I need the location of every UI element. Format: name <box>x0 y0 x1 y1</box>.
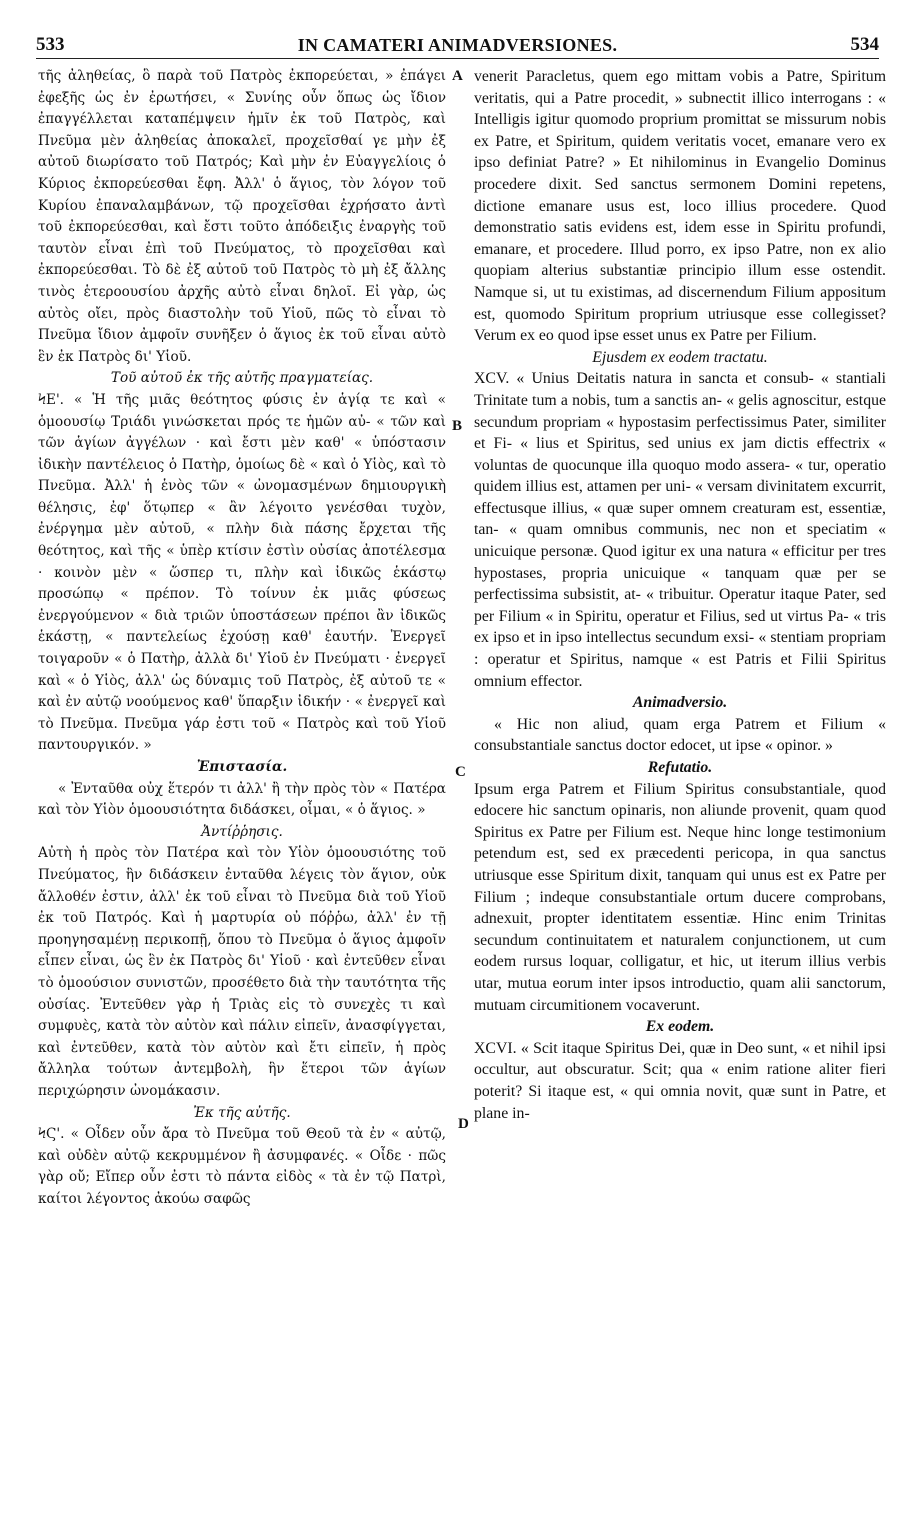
latin-heading-1: Ejusdem ex eodem tractatu. <box>592 348 768 366</box>
page-number-left: 533 <box>36 34 65 55</box>
greek-paragraph-4: Αὐτὴ ἡ πρὸς τὸν Πατέρα καὶ τὸν Υἱὸν ὁμοουσιότης τοῦ Πνεύματος, ἣν διδάσκειν ἐνταῦθα λέγεις τὸν ἅγιον, οὐκ ἄλλοθέν ἐστιν, ἀλλ' ἐκ τοῦ εἶναι τὸ Πνεῦμα διὰ τοῦ Υἱοῦ ἐκ τοῦ Πατρός. Καὶ ἡ μαρτυρία οὐ πόῤῥω, ἀλλ' ἐν τῇ προηγησαμένῃ περικοπῇ, ὅπου τὸ Πνεῦμα ὁ ἅγιος ἀμφοῖν εἶπεν εἶναι, ὡς ἓν ἐκ Πατρὸς δι' Υἱοῦ · καὶ ἐντεῦθεν εἶναι τὸ ὁμοούσιον συνιστῶν, προσέθετο διὰ τὴν ταυτότητα τῆς οὐσίας. Ἐντεῦθεν γὰρ ἡ Τριὰς εἰς τὸ συνεχὲς τι καὶ συμφυὲς, κατὰ τὸν αὐτὸν καὶ πάλιν εἰπεῖν, ἀνασφίγγεται, καὶ ἐντεῦθεν, κατὰ τὸν αὐτὸν καὶ ἔτι εἰπεῖν, ἡ πρὸς ἄλληλα τούτων ἀντεμβολὴ, ἣν ἕτεροι τῶν ἁγίων περιχώρησιν ὠνομάκασιν. <box>38 845 446 1099</box>
greek-paragraph-1: τῆς ἀληθείας, ὃ παρὰ τοῦ Πατρὸς ἐκπορεύεται, » ἐπάγει ἐφεξῆς ὡς ἐν ἐρωτήσει, « Συνίης οὖν ὅπως ὡς ἴδιον ἐπαγγέλλεται καταπέμψειν ἡμῖν ἐκ τοῦ Πατρὸς, καὶ Πνεῦμα μὲν ἀληθείας ἀποκαλεῖ, προχεῖσθαί γε μὴν ἐξ αὐτοῦ διωρίσατο τοῦ Πατρός; Καὶ μὴν ἐν Εὐαγγελίοις ὁ Κύριος ἐκπορεύεσθαι ἔφη. Ἀλλ' ὁ ἅγιος, τὸν λόγον τοῦ Κυρίου ἐπαναλαμβάνων, τῷ προχεῖσθαι ἐχρήσατο ἀντὶ τοῦ ἐκπορεύεσθαι, καὶ ἔστι τοῦτο ἀπόδειξις ἐναργὴς τοῦ ταυτὸν εἶναι ἐπὶ τοῦ Πνεύματος, τὸ προχεῖσθαι καὶ ἐκπορεύεσθαι. Τὸ δὲ ἐξ αὐτοῦ τοῦ Πατρὸς τὸ μὴ ἐξ ἄλλης τινὸς ἑτεροουσίου ἀρχῆς αὐτὸ εἶναι δηλοῖ. Εἰ γὰρ, ὡς αὐτὸς οἴει, πρὸς διαστολὴν τοῦ Υἱοῦ, πῶς τὸ εἶναι τὸ Πνεῦμα ἴδιον ἀμφοῖν συνῆξεν ὁ ἅγιος ἐκ τοῦ εἶναι αὐτὸ ἓν ἐκ Πατρὸς δι' Υἱοῦ. <box>38 68 446 365</box>
page-number-right: 534 <box>850 34 879 55</box>
latin-paragraph-5: XCVI. « Scit itaque Spiritus Dei, quæ in Deo sunt, « et nihil ipsi occultur, aut obscuratur. Scit; qua « enim ratione aliter fieri poterit? Si itaque est, « qui omnia novit, quæ sunt in Patre, et plane in- <box>474 1039 886 1122</box>
margin-marker-a: A <box>452 68 463 84</box>
latin-paragraph-1: venerit Paracletus, quem ego mittam vobis a Patre, Spiritum veritatis, qui a Patre procedit, » subnectit illico interrogans : « Intelligis igitur quomodo proprium promittat se missurum nobis ex Patre, et Spiritum, quidem veritatis vocet, emanare vero ex ipso definiat Patre? » Et nihilominus in Evangelio Dominus procedere dixit. Sed sanctus sermonem Domini repetens, dictione emanare usus est, loco illius procedere. Quod demonstratio satis evidens est, idem esse in Spiritu profundi, emanare, et procedere. Illud porro, ex ipso Patre, non ex alio quopiam alterius substantiæ principio illum esse ostendit. Namque si, ut tu existimas, ad discernendum Filium appositum est, quomodo Spiritum proprium utriusque esse collegisset? Verum ex eo quod ipse esset unus ex Patre per Filium. <box>474 68 886 345</box>
margin-marker-b: B <box>452 418 463 434</box>
latin-paragraph-4: Ipsum erga Patrem et Filium Spiritus consubstantiale, quod edocere hic sanctum opinaris, non aliunde provenit, quam quod Spiritus ex Patre per Filium est. Neque hinc longe testimonium petendum est, sed ex præcedenti pericopa, in qua sanctus utriusque esse Spiritum dixit, tanquam qui unus est ex Patre per Filium ; indeque consubstantiale ortum ducere comprobans, adnexuit, propter identitatem essentiæ. Hinc enim Trinitas secundum continuitatem et naturalem conjunctionem, ut cum eodem rursus loquar, colligatur, et hic, ut iterum illius verbis utar, mutua eorum inter ipsos introductio, quam alii sanctorum, mutuam circumitionem vocaverunt. <box>474 780 886 1014</box>
latin-heading-4: Ex eodem. <box>645 1018 715 1036</box>
greek-paragraph-5: ϞϚ'. « Οἶδεν οὖν ἄρα τὸ Πνεῦμα τοῦ Θεοῦ τὰ ἐν « αὐτῷ, καὶ οὐδὲν αὐτῷ κεκρυμμένον ἢ ἀσυμφανές. « Οἶδε · πῶς γὰρ οὔ; Εἴπερ οὖν ἐστι τὸ πάντα εἰδὸς « τὰ ἐν τῷ Πατρὶ, καίτοι λέγοντος ἀκούω σαφῶς <box>38 1126 446 1207</box>
latin-paragraph-2: XCV. « Unius Deitatis natura in sancta et consub- « stantiali Trinitate tum a nobis, tum a sanctis an- « gelis agnoscitur, estque secundum propriam « hypostasim perfectissimus Pater, similiter et Fi- « lius et Spiritus, sed unius ex jam dictis effectrix « voluntas de quocunque illa quoquo modo assera- « tur, operatio quidem illius est, attamen per uni- « versam divinitatem excurrit, effectusque illius, « quæ super omnem creaturam est, essentiæ, tan- « quam omnibus communis, nec non et speciatim « unicuique personæ. Quod igitur ex una natura « efficitur per tres hypostases, propria unicuique « tanquam quæ per se perfectissima subsistit, at- « tribuitur. Operatur itaque Pater, sed per Filium « in Spiritu, operatur et Filius, sed ut virtus Pa- « tris ex ipso et in ipso intellectus secundum exsi- « stentiam propriam : operatur et Spiritus, namque « est Patris et Filii Spiritus omnium effector. <box>474 370 886 690</box>
margin-marker-c: C <box>455 764 466 780</box>
greek-paragraph-3: « Ἐνταῦθα οὐχ ἕτερόν τι ἀλλ' ἢ τὴν πρὸς τὸν « Πατέρα καὶ τὸν Υἱὸν ὁμοουσιότητα διδάσκει, οἶμαι, « ὁ ἅγιος. » <box>38 780 446 819</box>
page-header <box>36 34 879 59</box>
greek-heading-1: Τοῦ αὐτοῦ ἐκ τῆς αὐτῆς πραγματείας. <box>110 370 374 387</box>
latin-heading-3: Refutatio. <box>647 759 713 776</box>
greek-heading-4: Ἐκ τῆς αὐτῆς. <box>193 1104 291 1121</box>
latin-heading-2: Animadversio. <box>632 694 728 712</box>
greek-column <box>38 66 446 1532</box>
margin-marker-d: D <box>458 1116 469 1132</box>
greek-heading-3: Ἀντίῤῥησις. <box>201 823 283 840</box>
latin-column <box>474 66 886 1532</box>
greek-heading-2: Ἐπιστασία. <box>196 759 288 775</box>
greek-paragraph-2: ϞΕ'. « Ἡ τῆς μιᾶς θεότητος φύσις ἐν ἁγίᾳ τε καὶ « ὁμοουσίῳ Τριάδι γινώσκεται πρός τε ἡμῶν αὐ- « τῶν καὶ τῶν ἁγίων ἀγγέλων · καὶ ἔστι μὲν καθ' « ὑπόστασιν ἰδικὴν παντέλειος ὁ Πατὴρ, ὁμοίως δὲ « καὶ ὁ Υἱὸς, καὶ τὸ Πνεῦμα. Ἀλλ' ἡ ἑνὸς τῶν « ὠνομασμένων δημιουργικὴ θέλησις, ἐφ' ὅτῳπερ « ἂν λέγοιτο γενέσθαι τυχὸν, ἐνέργημα μὲν αὐτοῦ, « πλὴν διὰ πάσης ἔρχεται τῆς θεότητος, καὶ τῆς « ὑπὲρ κτίσιν ἐστὶν οὐσίας ἀποτέλεσμα · κοινὸν μὲν « ὥσπερ τι, πλὴν καὶ ἰδικῶς ἑκάστῳ προσώπῳ « πρέπον. Τὸ τοίνυν ἐκ μιᾶς φύσεως ἐνεργούμενον « διὰ τριῶν ὑποστάσεων πρέποι ἂν ἰδικῶς ἑκάστῃ, « παντελείως ἐχούσῃ καθ' ἑαυτήν. Ἐνεργεῖ τοιγαροῦν « ὁ Πατὴρ, ἀλλὰ δι' Υἱοῦ ἐν Πνεύματι · ἐνεργεῖ καὶ « ὁ Υἱὸς, ἀλλ' ὡς δύναμις τοῦ Πατρὸς, ἐξ αὐτοῦ τε « καὶ ἐν αὐτῷ νοούμενος καθ' ὕπαρξιν ἰδικήν · « ἐνεργεῖ καὶ τὸ Πνεῦμα. Πνεῦμα γάρ ἐστι τοῦ « Πατρὸς καὶ τοῦ Υἱοῦ παντουργικόν. » <box>38 391 446 754</box>
latin-paragraph-3: « Hic non aliud, quam erga Patrem et Filium « consubstantiale sanctus doctor edocet, ut ipse « opinor. » <box>474 715 886 755</box>
running-title: IN CAMATERI ANIMADVERSIONES. <box>297 35 618 55</box>
